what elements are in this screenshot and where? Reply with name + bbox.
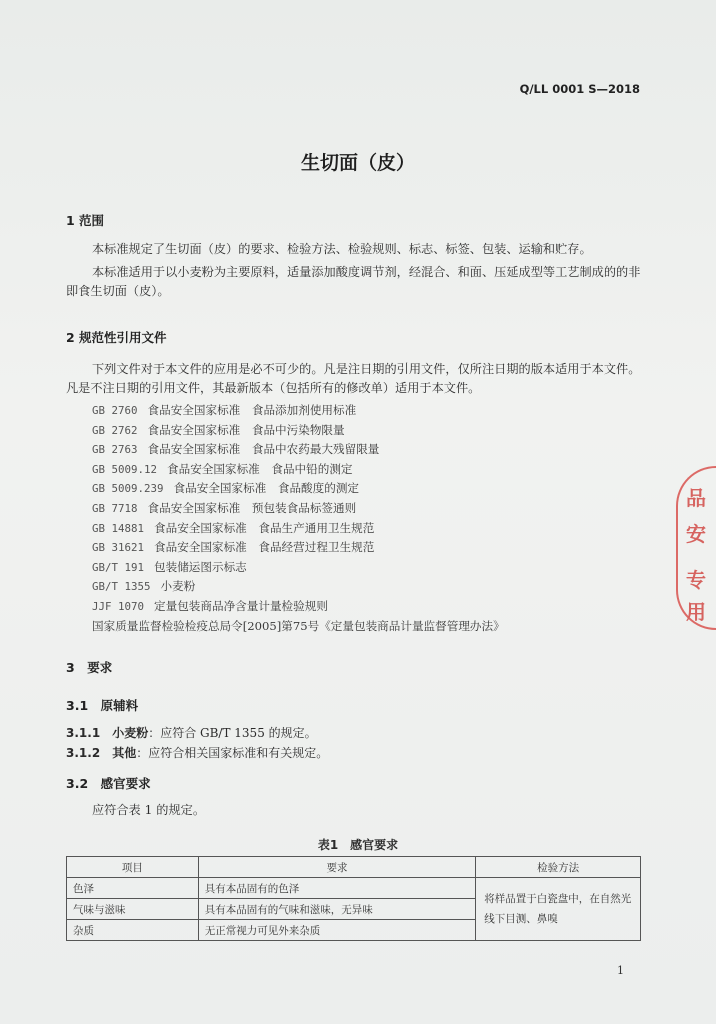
reference-item: GB 31621 食品安全国家标准 食品经营过程卫生规范 (92, 540, 375, 555)
table-cell-method: 将样品置于白瓷盘中，在自然光线下目测、鼻嗅 (476, 878, 641, 941)
reference-item: 国家质量监督检验检疫总局令[2005]第75号《定量包装商品计量监督管理办法》 (92, 618, 505, 633)
section-3-heading: 3 要求 (66, 660, 113, 675)
sensory-requirements-table (66, 856, 641, 941)
clause-3-1-2: 3.1.2 其他：应符合相关国家标准和有关规定。 (66, 746, 329, 760)
table-header-item: 项目 (67, 857, 199, 878)
reference-item: GB 5009.12 食品安全国家标准 食品中铅的测定 (92, 461, 353, 476)
clause-3-1-1: 3.1.1 小麦粉：应符合 GB/T 1355 的规定。 (66, 726, 317, 740)
document-title: 生切面（皮） (300, 152, 415, 174)
reference-item: GB 7718 食品安全国家标准 预包装食品标签通则 (92, 500, 357, 515)
reference-item: GB 14881 食品安全国家标准 食品生产通用卫生规范 (92, 520, 375, 535)
page-number: 1 (617, 964, 624, 977)
reference-item: GB/T 1355 小麦粉 (92, 579, 196, 594)
reference-item: JJF 1070 定量包装商品净含量计量检验规则 (92, 598, 328, 613)
section-1-paragraph-1: 本标准规定了生切面（皮）的要求、检验方法、检验规则、标志、标签、包装、运输和贮存。 (92, 242, 592, 256)
reference-item: GB 2763 食品安全国家标准 食品中农药最大残留限量 (92, 442, 380, 457)
reference-item: GB/T 191 包装储运图示标志 (92, 559, 247, 574)
reference-list (92, 401, 505, 636)
table-header-method: 检验方法 (476, 857, 641, 878)
table-cell: 具有本品固有的色泽 (198, 878, 475, 899)
red-seal-stamp: 品 安 专 用 (676, 466, 716, 630)
section-2-intro: 下列文件对于本文件的应用是必不可少的。凡是注日期的引用文件，仅所注日期的版本适用于本文件。凡是不注日期的引用文件，其最新版本（包括所有的修改单）适用于本文件。 (66, 362, 641, 395)
reference-item: GB 2760 食品安全国家标准 食品添加剂使用标准 (92, 403, 357, 417)
standard-code: Q/LL 0001 S—2018 (519, 82, 640, 96)
table-cell: 无正常视力可见外来杂质 (198, 920, 475, 941)
reference-item: GB 2762 食品安全国家标准 食品中污染物限量 (92, 422, 345, 437)
table-row (67, 878, 641, 899)
section-1-paragraph-2: 本标准适用于以小麦粉为主要原料，适量添加酸度调节剂，经混合、和面、压延成型等工艺制成的的非即食生切面（皮）。 (66, 265, 641, 298)
table-cell: 气味与滋味 (67, 899, 199, 920)
section-3-2-heading: 3.2 感官要求 (66, 776, 151, 791)
table-header-requirement: 要求 (198, 857, 475, 878)
table-header-row (67, 857, 641, 878)
table-cell: 具有本品固有的气味和滋味，无异味 (198, 899, 475, 920)
section-3-2-text: 应符合表 1 的规定。 (92, 803, 206, 817)
table-1-title: 表1 感官要求 (317, 838, 399, 852)
section-3-1-heading: 3.1 原辅料 (66, 698, 139, 713)
section-1-heading: 1 范围 (66, 213, 105, 228)
table-cell: 杂质 (67, 920, 199, 941)
section-2-heading: 2 规范性引用文件 (66, 330, 167, 345)
table-cell: 色泽 (67, 878, 199, 899)
reference-item: GB 5009.239 食品安全国家标准 食品酸度的测定 (92, 481, 360, 496)
